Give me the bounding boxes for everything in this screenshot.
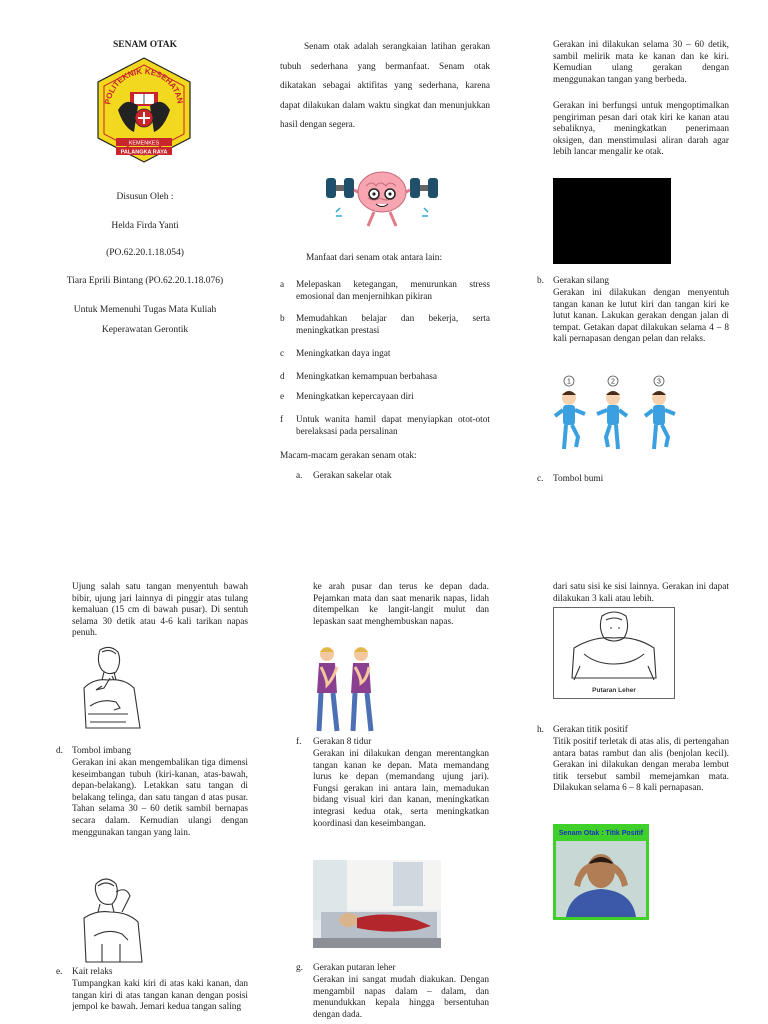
move-d-marker: d. <box>56 746 63 756</box>
benefit-marker: d <box>280 372 285 382</box>
move-h-paragraph: Titik positif terletak di atas alis, di pertengahan antara batas rambut dan alis (benjolan kecil). Gerakan ini dilakukan dengan meraba lembut titik tersebut sambil memejamkan mata. Dilakukan selama 6 – 8 kali pernapasan. <box>553 737 729 794</box>
benefit-marker: b <box>280 314 285 324</box>
neck-roll-caption: Putaran Leher <box>592 687 636 694</box>
move-a-paragraph1: Gerakan ini dilakukan selama 30 – 60 detik, sambil melirik mata ke kanan dan ke kiri. Kemudian ulang gerakan dengan menggunakan tangan yang berbeda. <box>553 40 729 85</box>
move-d-paragraph: Gerakan ini akan mengembalikan tiga dimensi keseimbangan tubuh (kiri-kanan, atas-bawah, depan-belakang). Letakkan satu tangan di belakang telinga, dan satu tangan d atas pusar. Tahan selama 30 – 60 detik sambil bernapas secara dalam. Kemudian ulangi dengan menggunakan tangan yang lain. <box>72 758 248 838</box>
move-g-paragraph-continued: dari satu sisi ke sisi lainnya. Gerakan ini dapat dilakukan 3 kali atau lebih. <box>553 582 729 604</box>
move-a-title: Gerakan sakelar otak <box>313 471 392 481</box>
step-3-label: 3 <box>657 378 661 386</box>
move-d-title: Tombol imbang <box>72 746 131 756</box>
author1-id: (PO.62.20.1.18.054) <box>106 248 184 258</box>
author2: Tiara Eprili Bintang (PO.62.20.1.18.076) <box>66 276 224 286</box>
benefit-marker: e <box>280 392 285 402</box>
move-c-paragraph: Ujung salah satu tangan menyentuh bawah bibir, ujung jari lainnya di pinggir atas tulang kemaluan (15 cm di bawah pusar). Di sentuh selama 30 detik atau 4-6 kali tarikan napas penuh. <box>72 582 248 639</box>
benefit-marker: a <box>280 280 285 290</box>
step-2-label: 2 <box>611 378 615 386</box>
positive-points-caption: Senam Otak : Titik Positif <box>556 827 646 841</box>
move-f-title: Gerakan 8 tidur <box>313 737 372 747</box>
step-1-label: 1 <box>567 378 571 386</box>
cross-crawl-illustration <box>553 374 683 460</box>
logo-ribbon2: PALANGKA RAYA <box>120 149 168 156</box>
move-h-title: Gerakan titik positif <box>553 725 628 735</box>
benefits-title: Manfaat dari senam otak antara lain: <box>306 253 443 263</box>
move-g-title: Gerakan putaran leher <box>313 963 396 973</box>
move-h-marker: h. <box>537 725 544 735</box>
move-e-title: Kait relaks <box>72 967 113 977</box>
move-b-title: Gerakan silang <box>553 276 610 286</box>
hook-ups-illustration <box>311 643 377 735</box>
move-g-marker: g. <box>296 963 303 973</box>
positive-points-photo <box>553 824 649 920</box>
move-c-marker: c. <box>537 474 544 484</box>
benefit-text: Meningkatkan kepercayaan diri <box>296 392 414 402</box>
logo-arc-text: POLITEKNIK KESEHATAN <box>103 66 185 106</box>
benefit-text: Meningkatkan kemampuan berbahasa <box>296 372 437 382</box>
move-a-paragraph2: Gerakan ini berfungsi untuk mengoptimalkan pengiriman pesan dari otak kiri ke kanan atau sebaliknya, meningkatkan penerimaan oksigen, dan menstimulasi aliran darah agar lebih lancar mengalir ke otak. <box>553 101 729 158</box>
neck-roll-illustration <box>553 607 675 699</box>
logo-ribbon1: KEMENKES <box>128 140 160 147</box>
purpose-line2: Keperawatan Gerontik <box>101 325 189 335</box>
balance-button-illustration <box>72 874 156 964</box>
move-b-paragraph: Gerakan ini dilakukan dengan menyentuh tangan kanan ke lutut kiri dan tangan kiri ke lutut kanan. Lakukan gerakan dengan jalan di tempat. Getakan dapat dilakukan selama 4 – 8 kali pernapasan dengan pelan dan relaks. <box>553 288 729 345</box>
move-e-paragraph: Tumpangkan kaki kiri di atas kaki kanan, dan tangan kiri di atas tangan kanan dengan posisi jempol ke bawah. Jemari kedua tangan saling <box>72 979 248 1013</box>
move-a-marker: a. <box>296 471 303 481</box>
benefit-text: Memudahkan belajar dan bekerja, serta meningkatkan prestasi <box>296 314 490 336</box>
benefit-marker: c <box>280 349 285 359</box>
benefit-text: Meningkatkan daya ingat <box>296 349 391 359</box>
move-e-paragraph-continued: ke arah pusar dan terus ke depan dada. Pejamkan mata dan saat menarik napas, lidah ditempelkan ke langit-langit mulut dan lepaskan saat menghembuskan napas. <box>313 582 489 627</box>
purpose-line1: Untuk Memenuhi Tugas Mata Kuliah <box>73 305 217 315</box>
intro-paragraph: Senam otak adalah serangkaian latihan gerakan tubuh sederhana yang bermanfaat. Senam otak dikatakan sebagai aktifitas yang sederhana, karena dapat dilakukan dalam waktu singkat dan menunjukkan hasil dengan segera. <box>280 42 490 131</box>
brain-exercise-illustration <box>320 164 444 234</box>
move-g-paragraph: Gerakan ini sangat mudah diakukan. Dengan mengambil napas dalam – dalam, dan menundukkan kepala hingga bersentuhan dengan dada. <box>313 975 489 1020</box>
move-b-marker: b. <box>537 276 544 286</box>
move-c-title: Tombol bumi <box>553 474 604 484</box>
author1: Helda Firda Yanti <box>111 221 179 231</box>
doc-title: SENAM OTAK <box>113 40 177 50</box>
moves-title: Macam-macam gerakan senam otak: <box>280 451 417 461</box>
byline: Disusun Oleh : <box>116 192 174 202</box>
brain-switch-image <box>553 178 671 264</box>
move-f-paragraph: Gerakan ini dilakukan dengan merentangkan tangan kanan ke depan. Mata memandang lurus ke depan (memandang ujung jari). Fungsi gerakan ini antara lain, memadukan bidang visual kiri dan kanan, meningkatkan integrasi kedua otak, serta meningkatkan koordinasi dan keseimbangan. <box>313 749 489 829</box>
poltekkes-logo <box>92 56 196 164</box>
earth-button-illustration <box>70 644 148 736</box>
benefit-text: Melepaskan ketegangan, menurunkan stress emosional dan menjernihkan pikiran <box>296 280 490 302</box>
move-f-marker: f. <box>296 737 302 747</box>
benefit-marker: f <box>280 415 284 425</box>
benefit-text: Untuk wanita hamil dapat menyiapkan otot-otot berelaksasi pada persalinan <box>296 415 490 437</box>
lazy-eight-photo <box>313 860 441 948</box>
move-e-marker: e. <box>56 967 63 977</box>
